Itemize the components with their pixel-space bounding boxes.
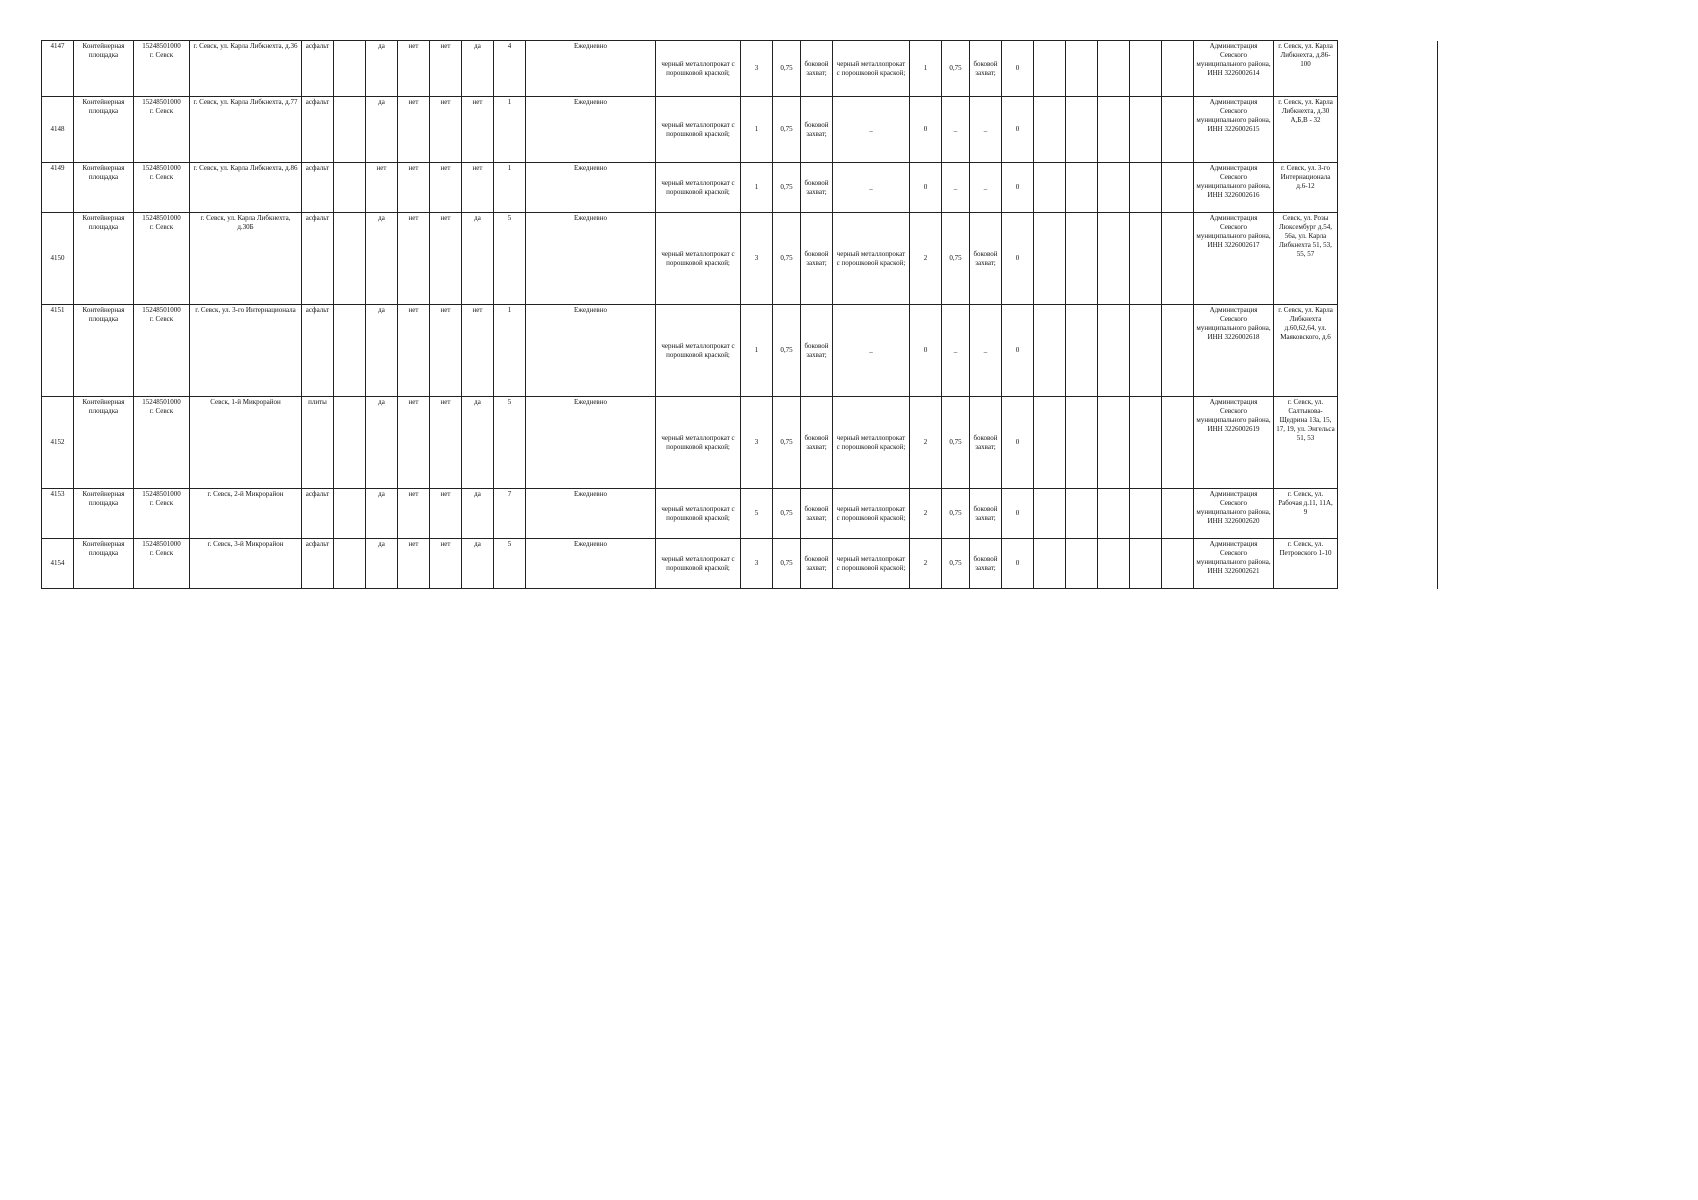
container-volume-2: _ [942,305,970,397]
site-type: Контейнерная площадка [74,213,134,305]
container-material: черный металлопрокат с порошковой краской; [656,489,741,539]
collection-schedule: Ежедневно [526,97,656,163]
container-count-1: 1 [741,305,773,397]
empty-cell [1034,489,1066,539]
zero-value: 0 [1002,305,1034,397]
site-type: Контейнерная площадка [74,305,134,397]
site-type: Контейнерная площадка [74,41,134,97]
collection-schedule: Ежедневно [526,305,656,397]
container-count-2: 2 [910,539,942,589]
container-count-1: 3 [741,41,773,97]
ip-note [1338,41,1438,97]
loading-type-2: боковой захват; [970,41,1002,97]
empty-cell [1130,163,1162,213]
loading-type-1: боковой захват; [801,163,833,213]
row-number: 4147 [42,41,74,97]
attribute-1: да [366,305,398,397]
empty-cell [334,397,366,489]
attribute-3: нет [430,41,462,97]
empty-cell [1162,305,1194,397]
container-material: черный металлопрокат с порошковой краской; [656,163,741,213]
row-number: 4152 [42,397,74,489]
attribute-1: да [366,489,398,539]
container-count-2: 0 [910,163,942,213]
container-count-2: 2 [910,213,942,305]
empty-cell [1066,97,1098,163]
empty-cell [1130,305,1162,397]
loading-type-2: боковой захват; [970,397,1002,489]
surface-type: асфальт [302,163,334,213]
attribute-4: да [462,41,494,97]
empty-cell [1130,489,1162,539]
empty-cell [1034,539,1066,589]
container-volume-2: 0,75 [942,539,970,589]
site-type: Контейнерная площадка [74,97,134,163]
ip-note [1338,213,1438,305]
container-count: 1 [494,305,526,397]
oktmo-code [134,397,190,489]
waste-sources: г. Севск, ул. Карла Либкнехта д.60,62,64, ул. Маяковского, д.6 [1274,305,1338,397]
container-volume-2: 0,75 [942,397,970,489]
empty-cell [1130,41,1162,97]
ip-note [1338,489,1438,539]
loading-type-2: боковой захват; [970,539,1002,589]
oktmo-value: 15248501000 [142,164,181,172]
empty-cell [334,489,366,539]
empty-cell [1130,213,1162,305]
city-value: г. Севск [149,499,174,507]
collection-schedule: Ежедневно [526,489,656,539]
empty-cell [1098,97,1130,163]
empty-cell [1034,163,1066,213]
surface-type: асфальт [302,489,334,539]
city-value: г. Севск [149,407,174,415]
zero-value: 0 [1002,539,1034,589]
site-type: Контейнерная площадка [74,163,134,213]
table-row [42,163,1438,213]
empty-cell [334,97,366,163]
zero-value: 0 [1002,489,1034,539]
oktmo-code [134,163,190,213]
container-material-2: _ [833,97,910,163]
oktmo-code [134,539,190,589]
attribute-1: нет [366,163,398,213]
waste-sources: г. Севск, ул. Петровского 1-10 [1274,539,1338,589]
attribute-2: нет [398,41,430,97]
container-volume-1: 0,75 [773,305,801,397]
attribute-1: да [366,97,398,163]
attribute-2: нет [398,397,430,489]
city-value: г. Севск [149,549,174,557]
owner: Администрация Севского муниципального района, ИНН 3226002620 [1194,489,1274,539]
oktmo-value: 15248501000 [142,98,181,106]
container-count-1: 3 [741,397,773,489]
container-material: черный металлопрокат с порошковой краской; [656,41,741,97]
empty-cell [1098,539,1130,589]
empty-cell [1098,489,1130,539]
container-volume-1: 0,75 [773,489,801,539]
collection-schedule: Ежедневно [526,539,656,589]
collection-schedule: Ежедневно [526,397,656,489]
owner: Администрация Севского муниципального района, ИНН 3226002615 [1194,97,1274,163]
attribute-2: нет [398,213,430,305]
attribute-2: нет [398,489,430,539]
surface-type: плиты [302,397,334,489]
container-volume-1: 0,75 [773,397,801,489]
empty-cell [1034,213,1066,305]
attribute-4: да [462,539,494,589]
loading-type-2: _ [970,163,1002,213]
empty-cell [1098,163,1130,213]
site-address: г. Севск, 2-й Микрорайон [190,489,302,539]
empty-cell [1034,305,1066,397]
container-volume-2: 0,75 [942,41,970,97]
ip-note [1338,305,1438,397]
empty-cell [1034,41,1066,97]
owner: Администрация Севского муниципального района, ИНН 3226002621 [1194,539,1274,589]
container-count: 5 [494,539,526,589]
attribute-3: нет [430,397,462,489]
empty-cell [334,305,366,397]
attribute-1: да [366,213,398,305]
site-address: г. Севск, ул. Карла Либкнехта, д.77 [190,97,302,163]
surface-type: асфальт [302,213,334,305]
attribute-4: нет [462,163,494,213]
oktmo-value: 15248501000 [142,540,181,548]
loading-type-1: боковой захват; [801,213,833,305]
container-material-2: черный металлопрокат с порошковой краской; [833,41,910,97]
container-volume-2: 0,75 [942,489,970,539]
city-value: г. Севск [149,51,174,59]
empty-cell [1162,97,1194,163]
container-material: черный металлопрокат с порошковой краской; [656,539,741,589]
container-material: черный металлопрокат с порошковой краской; [656,97,741,163]
loading-type-1: боковой захват; [801,97,833,163]
container-volume-1: 0,75 [773,97,801,163]
attribute-3: нет [430,539,462,589]
attribute-2: нет [398,539,430,589]
empty-cell [1066,163,1098,213]
empty-cell [1034,397,1066,489]
empty-cell [1066,489,1098,539]
attribute-1: да [366,397,398,489]
city-value: г. Севск [149,173,174,181]
container-material-2: _ [833,163,910,213]
container-count-2: 2 [910,397,942,489]
container-material: черный металлопрокат с порошковой краской; [656,305,741,397]
container-count-2: 1 [910,41,942,97]
container-material: черный металлопрокат с порошковой краской; [656,213,741,305]
empty-cell [334,213,366,305]
table-row [42,305,1438,397]
waste-sources: г. Севск, ул. Карла Либкнехта, д.30 А,Б,В - 32 [1274,97,1338,163]
site-address: г. Севск, ул. Карла Либкнехта, д.86 [190,163,302,213]
collection-schedule: Ежедневно [526,163,656,213]
container-volume-2: 0,75 [942,213,970,305]
attribute-3: нет [430,97,462,163]
loading-type-1: боковой захват; [801,539,833,589]
container-count: 4 [494,41,526,97]
container-count-1: 5 [741,489,773,539]
oktmo-value: 15248501000 [142,490,181,498]
container-volume-1: 0,75 [773,213,801,305]
attribute-4: да [462,397,494,489]
owner: Администрация Севского муниципального района, ИНН 3226002616 [1194,163,1274,213]
oktmo-code [134,305,190,397]
oktmo-value: 15248501000 [142,42,181,50]
surface-type: асфальт [302,41,334,97]
loading-type-1: боковой захват; [801,489,833,539]
oktmo-code [134,97,190,163]
loading-type-2: _ [970,305,1002,397]
empty-cell [1066,305,1098,397]
row-number: 4151 [42,305,74,397]
attribute-1: да [366,539,398,589]
attribute-2: нет [398,163,430,213]
attribute-1: да [366,41,398,97]
container-count-1: 1 [741,97,773,163]
attribute-2: нет [398,97,430,163]
empty-cell [334,41,366,97]
empty-cell [1098,41,1130,97]
container-count: 5 [494,397,526,489]
waste-sources: г. Севск, ул. Карла Либкнехта, д.86-100 [1274,41,1338,97]
container-count: 5 [494,213,526,305]
site-address: Севск, 1-й Микрорайон [190,397,302,489]
attribute-4: да [462,489,494,539]
container-count-2: 0 [910,97,942,163]
collection-schedule: Ежедневно [526,213,656,305]
owner: Администрация Севского муниципального района, ИНН 3226002614 [1194,41,1274,97]
container-volume-1: 0,75 [773,539,801,589]
empty-cell [1130,397,1162,489]
empty-cell [334,163,366,213]
zero-value: 0 [1002,213,1034,305]
empty-cell [1066,539,1098,589]
site-type: Контейнерная площадка [74,539,134,589]
container-count-1: 3 [741,539,773,589]
row-number: 4148 [42,97,74,163]
oktmo-code [134,489,190,539]
empty-cell [1098,213,1130,305]
table-body [42,41,1438,589]
site-address: г. Севск, 3-й Микрорайон [190,539,302,589]
owner: Администрация Севского муниципального района, ИНН 3226002618 [1194,305,1274,397]
row-number: 4149 [42,163,74,213]
empty-cell [1034,97,1066,163]
empty-cell [1098,305,1130,397]
attribute-4: нет [462,305,494,397]
attribute-3: нет [430,213,462,305]
empty-cell [1162,213,1194,305]
surface-type: асфальт [302,97,334,163]
container-volume-1: 0,75 [773,41,801,97]
oktmo-value: 15248501000 [142,398,181,406]
site-type: Контейнерная площадка [74,397,134,489]
oktmo-code [134,213,190,305]
site-address: г. Севск, ул. 3-го Интернационала [190,305,302,397]
container-count: 7 [494,489,526,539]
surface-type: асфальт [302,305,334,397]
empty-cell [1162,489,1194,539]
attribute-3: нет [430,305,462,397]
loading-type-1: боковой захват; [801,397,833,489]
attribute-3: нет [430,489,462,539]
owner: Администрация Севского муниципального района, ИНН 3226002617 [1194,213,1274,305]
city-value: г. Севск [149,107,174,115]
container-sites-table [41,40,1438,589]
attribute-4: да [462,213,494,305]
site-type: Контейнерная площадка [74,489,134,539]
container-volume-2: _ [942,163,970,213]
container-material-2: черный металлопрокат с порошковой краской; [833,489,910,539]
attribute-2: нет [398,305,430,397]
city-value: г. Севск [149,315,174,323]
empty-cell [334,539,366,589]
container-count-1: 1 [741,163,773,213]
container-count-1: 3 [741,213,773,305]
container-count: 1 [494,97,526,163]
empty-cell [1162,397,1194,489]
table-row [42,489,1438,539]
attribute-3: нет [430,163,462,213]
container-count: 1 [494,163,526,213]
container-material-2: черный металлопрокат с порошковой краской; [833,213,910,305]
collection-schedule: Ежедневно [526,41,656,97]
empty-cell [1066,41,1098,97]
container-material-2: черный металлопрокат с порошковой краской; [833,397,910,489]
row-number: 4154 [42,539,74,589]
container-count-2: 0 [910,305,942,397]
empty-cell [1130,539,1162,589]
row-number: 4153 [42,489,74,539]
site-address: г. Севск, ул. Карла Либкнехта, д.30Б [190,213,302,305]
loading-type-2: _ [970,97,1002,163]
waste-sources: г. Севск, ул. 3-го Интернационала д.6-12 [1274,163,1338,213]
site-address: г. Севск, ул. Карла Либкнехта, д.36 [190,41,302,97]
empty-cell [1098,397,1130,489]
table-row [42,397,1438,489]
ip-note [1338,97,1438,163]
city-value: г. Севск [149,223,174,231]
attribute-4: нет [462,97,494,163]
loading-type-2: боковой захват; [970,213,1002,305]
table-row [42,41,1438,97]
loading-type-1: боковой захват; [801,41,833,97]
zero-value: 0 [1002,397,1034,489]
loading-type-2: боковой захват; [970,489,1002,539]
container-material-2: черный металлопрокат с порошковой краской; [833,539,910,589]
zero-value: 0 [1002,163,1034,213]
ip-note [1338,163,1438,213]
owner: Администрация Севского муниципального района, ИНН 3226002619 [1194,397,1274,489]
waste-sources: Севск, ул. Розы Люксембург д.54, 56а, ул. Карла Либкнехта 51, 53, 55, 57 [1274,213,1338,305]
table-row [42,539,1438,589]
oktmo-value: 15248501000 [142,214,181,222]
container-material-2: _ [833,305,910,397]
empty-cell [1066,397,1098,489]
zero-value: 0 [1002,41,1034,97]
ip-note [1338,539,1438,589]
container-material: черный металлопрокат с порошковой краской; [656,397,741,489]
empty-cell [1162,163,1194,213]
container-volume-1: 0,75 [773,163,801,213]
container-volume-2: _ [942,97,970,163]
surface-type: асфальт [302,539,334,589]
waste-sources: г. Севск, ул. Рабочая д.11, 11А, 9 [1274,489,1338,539]
empty-cell [1066,213,1098,305]
row-number: 4150 [42,213,74,305]
table-row [42,97,1438,163]
waste-sources: г. Севск, ул. Салтыкова-Щедрина 13а, 15, 17, 19, ул. Энгельса 51, 53 [1274,397,1338,489]
ip-note [1338,397,1438,489]
zero-value: 0 [1002,97,1034,163]
loading-type-1: боковой захват; [801,305,833,397]
table-row [42,213,1438,305]
empty-cell [1162,41,1194,97]
oktmo-value: 15248501000 [142,306,181,314]
empty-cell [1130,97,1162,163]
oktmo-code [134,41,190,97]
empty-cell [1162,539,1194,589]
container-count-2: 2 [910,489,942,539]
